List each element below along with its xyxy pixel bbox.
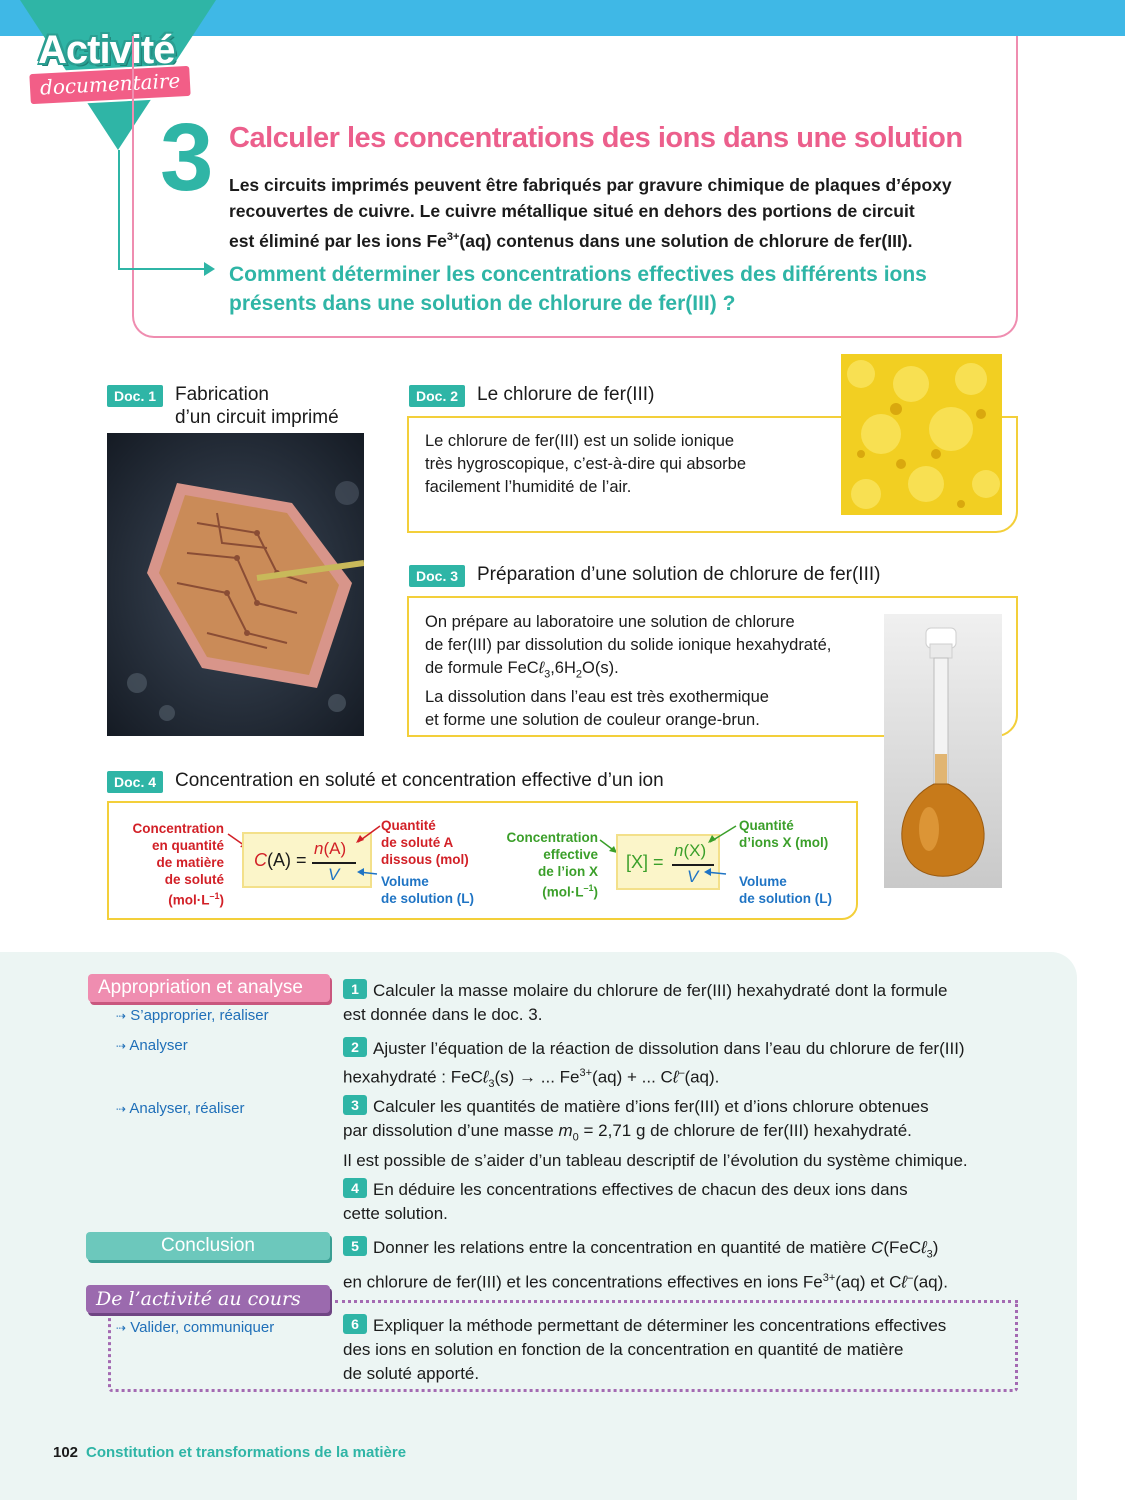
question-number: 1	[343, 979, 367, 999]
volumetric-flask-photo	[884, 614, 1002, 888]
question-3: 3 Calculer les quantités de matière d’ions fer(III) et d’ions chlorure obtenues par dissolution d’une masse $m_0 = 2,71$ g de chlorure de fer(III) hexahydraté. Il est possible de s’aider d’un tableau descriptif de l’évolution du système chimique.	[343, 1097, 968, 1171]
question-4: 4 En déduire les concentrations effectives de chacun des deux ions dans cette solution.	[343, 1180, 908, 1223]
doc1-tag: Doc. 1	[107, 385, 163, 407]
connector-line	[118, 150, 120, 270]
circuit-board-photo	[107, 433, 364, 736]
doc2-title: Le chlorure de fer(III)	[477, 384, 655, 405]
skill-label: ⇢ Analyser, réaliser	[116, 1100, 245, 1117]
doc3-title: Préparation d’une solution de chlorure de fer(III)	[477, 564, 881, 585]
activity-subtitle: documentaire	[29, 66, 191, 104]
doc3-tag: Doc. 3	[409, 565, 465, 587]
question-number: 3	[343, 1095, 367, 1115]
question-number: 2	[343, 1037, 367, 1057]
solute-quantity-label: Quantité de soluté A dissous (mol)	[381, 818, 469, 867]
doc4-tag: Doc. 4	[107, 771, 163, 793]
doc4-title: Concentration en soluté et concentration effective d’un ion	[175, 770, 664, 791]
ion-quantity-label: Quantité d’ions X (mol)	[739, 818, 829, 850]
skill-label: ⇢ S’approprier, réaliser	[116, 1007, 269, 1024]
arrow-right-icon	[204, 262, 215, 276]
questions-panel	[0, 952, 1077, 1500]
doc3-text: On prépare au laboratoire une solution de chlorure de fer(III) par dissolution du solide ionique hexahydraté, de formule $FeC\ell_3,6H_2O(s)$. La dissolution dans l’eau est très exothermique et forme une solution de couleur orange-brun.	[425, 613, 832, 730]
arrow-icon	[702, 866, 728, 880]
section-course: De l’activité au cours	[86, 1285, 330, 1313]
section-conclusion: Conclusion	[86, 1232, 330, 1260]
chapter-title: Constitution et transformations de la matière	[86, 1444, 407, 1461]
arrow-icon	[355, 866, 379, 880]
question-number: 5	[343, 1236, 367, 1256]
question-1: 1 Calculer la masse molaire du chlorure de fer(III) hexahydraté dont la formule est donnée dans le doc. 3.	[343, 981, 948, 1024]
effective-concentration-label: Concentration effective de l’ion X $(mol\cdot L^{-1})$	[506, 830, 598, 900]
effective-concentration-formula: [X] = n(X) V	[616, 834, 720, 890]
doc1-title: Fabrication d’un circuit imprimé	[175, 384, 339, 428]
activity-title: Activité	[38, 28, 175, 72]
skill-label: ⇢ Analyser	[116, 1037, 188, 1054]
volume-label: Volume de solution (L)	[381, 874, 474, 906]
section-appropriation: Appropriation et analyse	[88, 974, 330, 1002]
course-dotted-frame-top	[335, 1300, 1018, 1303]
problem-question: Comment déterminer les concentrations effectives des différents ions présents dans une solution de chlorure de fer(III) ?	[229, 263, 927, 315]
question-5: 5 Donner les relations entre la concentration en quantité de matière C(FeCℓ$_3$) en chlorure de fer(III) et les concentrations effectives en ions $Fe^{3+}(aq)$ et Cℓ–(aq).	[343, 1238, 948, 1293]
doc2-tag: Doc. 2	[409, 385, 465, 407]
activity-heading: Calculer les concentrations des ions dans une solution	[229, 122, 963, 154]
volume-label-2: Volume de solution (L)	[739, 874, 832, 906]
page-number: 102	[53, 1444, 79, 1461]
skill-label: ⇢ Valider, communiquer	[116, 1319, 275, 1336]
solute-concentration-formula: C(A) = n(A) V	[242, 832, 372, 888]
solute-concentration-label: Concentration en quantité de matière de soluté $(mol\cdot L^{-1})$	[132, 821, 224, 908]
question-number: 6	[343, 1314, 367, 1334]
connector-line-horizontal	[118, 268, 206, 270]
iron-chloride-powder-photo	[841, 354, 1002, 515]
question-number: 4	[343, 1178, 367, 1198]
question-2: 2 Ajuster l’équation de la réaction de dissolution dans l’eau du chlorure de fer(III) hexahydraté : FeCℓ$_3$(s) → ... $Fe^{3+}(aq)$ + ... Cℓ–(aq).	[343, 1039, 965, 1091]
question-6: 6 Expliquer la méthode permettant de déterminer les concentrations effectives des ions en solution en fonction de la concentration en quantité de matière de soluté apporté.	[343, 1316, 947, 1383]
intro-paragraph: Les circuits imprimés peuvent être fabriqués par gravure chimique de plaques d’époxy recouvertes de cuivre. Le cuivre métallique situé en dehors des portions de circuit est éliminé par les ions $Fe^{3+}(aq)$ contenus dans une solution de chlorure de fer(III).	[229, 175, 952, 251]
arrow-icon	[704, 824, 738, 846]
arrow-icon	[352, 824, 382, 846]
activity-number: 3	[160, 104, 214, 211]
doc2-text: Le chlorure de fer(III) est un solide ionique très hygroscopique, c’est-à-dire qui absorbe facilement l’humidité de l’air.	[425, 432, 747, 496]
